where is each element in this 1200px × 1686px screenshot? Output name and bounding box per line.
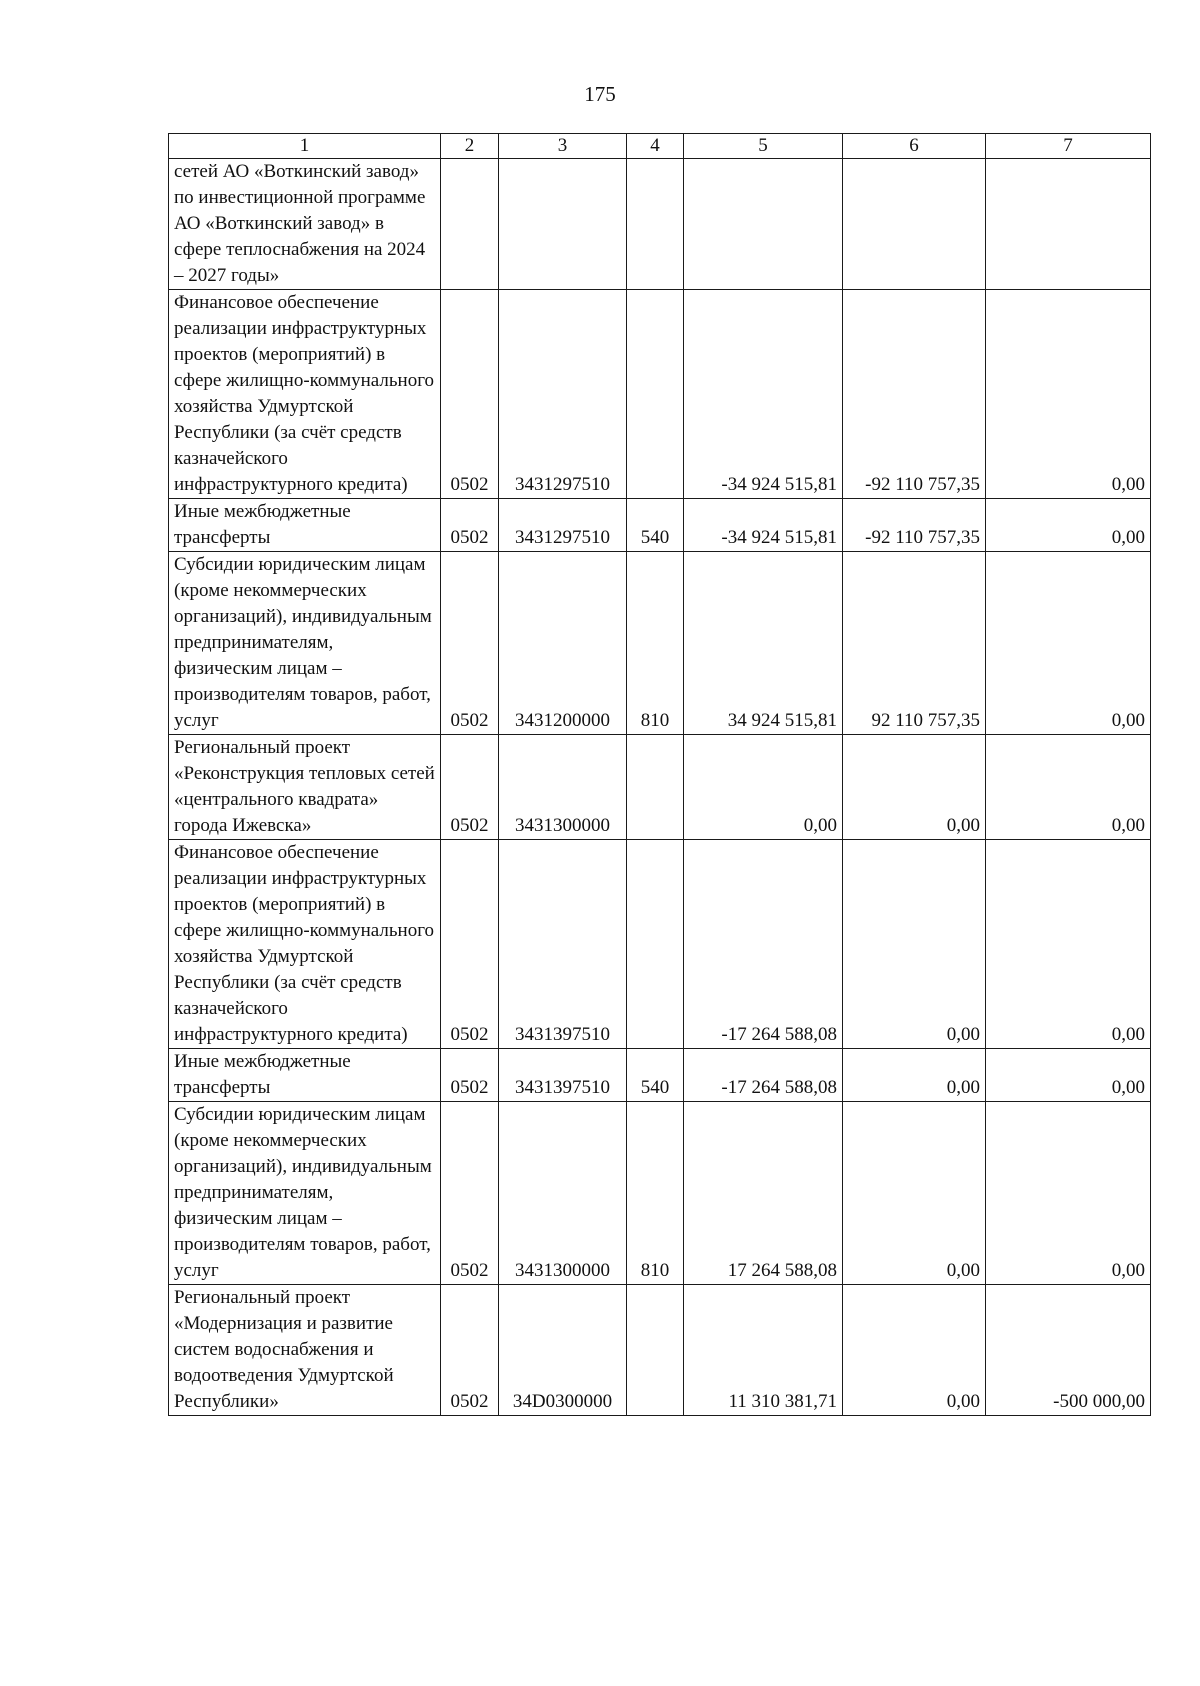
table-row: [169, 290, 1151, 499]
section-code: 0502: [441, 1102, 499, 1285]
column-header: 2: [441, 134, 499, 159]
target-article-code: 3431200000: [499, 552, 627, 735]
table-row: [169, 1285, 1151, 1416]
expenditure-name: Субсидии юридическим лицам (кроме некоммерческих организаций), индивидуальным предпринимателям, физическим лицам – производителям товаров, работ, услуг: [169, 1102, 441, 1285]
expenditure-name: Региональный проект «Реконструкция тепловых сетей «центрального квадрата» города Ижевска»: [169, 735, 441, 840]
expense-type-code: 540: [627, 499, 684, 552]
amount-col5: 11 310 381,71: [684, 1285, 843, 1416]
amount-col6: 0,00: [843, 1102, 986, 1285]
target-article-code: 3431397510: [499, 840, 627, 1049]
expenditure-name: Финансовое обеспечение реализации инфраструктурных проектов (мероприятий) в сфере жилищно-коммунального хозяйства Удмуртской Республики (за счёт средств казначейского инфраструктурного кредита): [169, 290, 441, 499]
expense-type-code: 540: [627, 1049, 684, 1102]
amount-col6: 0,00: [843, 840, 986, 1049]
expenditure-name: Финансовое обеспечение реализации инфраструктурных проектов (мероприятий) в сфере жилищно-коммунального хозяйства Удмуртской Республики (за счёт средств казначейского инфраструктурного кредита): [169, 840, 441, 1049]
budget-table: [168, 133, 1151, 1416]
column-header: 3: [499, 134, 627, 159]
expenditure-name: Региональный проект «Модернизация и развитие систем водоснабжения и водоотведения Удмуртской Республики»: [169, 1285, 441, 1416]
target-article-code: 34D0300000: [499, 1285, 627, 1416]
amount-col7: 0,00: [986, 735, 1151, 840]
section-code: 0502: [441, 840, 499, 1049]
amount-col5: 34 924 515,81: [684, 552, 843, 735]
amount-col5: 0,00: [684, 735, 843, 840]
target-article-code: 3431297510: [499, 499, 627, 552]
section-code: 0502: [441, 290, 499, 499]
table-row: [169, 735, 1151, 840]
expense-type-code: [627, 159, 684, 290]
column-header: 4: [627, 134, 684, 159]
amount-col7: 0,00: [986, 290, 1151, 499]
amount-col5: -34 924 515,81: [684, 499, 843, 552]
expense-type-code: 810: [627, 1102, 684, 1285]
amount-col6: [843, 159, 986, 290]
target-article-code: 3431397510: [499, 1049, 627, 1102]
expenditure-name: Иные межбюджетные трансферты: [169, 1049, 441, 1102]
amount-col6: 0,00: [843, 1049, 986, 1102]
expense-type-code: 810: [627, 552, 684, 735]
amount-col7: 0,00: [986, 840, 1151, 1049]
table-row: [169, 1049, 1151, 1102]
amount-col5: 17 264 588,08: [684, 1102, 843, 1285]
expense-type-code: [627, 840, 684, 1049]
amount-col6: 92 110 757,35: [843, 552, 986, 735]
expenditure-name: сетей АО «Воткинский завод» по инвестиционной программе АО «Воткинский завод» в сфере теплоснабжения на 2024 – 2027 годы»: [169, 159, 441, 290]
section-code: 0502: [441, 735, 499, 840]
table-row: [169, 840, 1151, 1049]
column-header: 1: [169, 134, 441, 159]
expense-type-code: [627, 1285, 684, 1416]
amount-col7: [986, 159, 1151, 290]
amount-col6: 0,00: [843, 735, 986, 840]
column-header: 6: [843, 134, 986, 159]
table-row: [169, 1102, 1151, 1285]
amount-col7: 0,00: [986, 1049, 1151, 1102]
target-article-code: 3431297510: [499, 290, 627, 499]
header-row: [169, 134, 1151, 159]
expenditure-name: Иные межбюджетные трансферты: [169, 499, 441, 552]
expense-type-code: [627, 735, 684, 840]
target-article-code: 3431300000: [499, 1102, 627, 1285]
column-header: 5: [684, 134, 843, 159]
target-article-code: [499, 159, 627, 290]
expense-type-code: [627, 290, 684, 499]
amount-col6: 0,00: [843, 1285, 986, 1416]
amount-col6: -92 110 757,35: [843, 290, 986, 499]
amount-col6: -92 110 757,35: [843, 499, 986, 552]
amount-col7: 0,00: [986, 552, 1151, 735]
amount-col5: -17 264 588,08: [684, 1049, 843, 1102]
section-code: 0502: [441, 1285, 499, 1416]
column-header: 7: [986, 134, 1151, 159]
expenditure-name: Субсидии юридическим лицам (кроме некоммерческих организаций), индивидуальным предпринимателям, физическим лицам – производителям товаров, работ, услуг: [169, 552, 441, 735]
amount-col7: 0,00: [986, 1102, 1151, 1285]
amount-col5: -17 264 588,08: [684, 840, 843, 1049]
amount-col5: -34 924 515,81: [684, 290, 843, 499]
table-row: [169, 159, 1151, 290]
amount-col7: 0,00: [986, 499, 1151, 552]
table-row: [169, 499, 1151, 552]
section-code: [441, 159, 499, 290]
page-number: 175: [584, 82, 616, 106]
target-article-code: 3431300000: [499, 735, 627, 840]
section-code: 0502: [441, 1049, 499, 1102]
amount-col5: [684, 159, 843, 290]
table-row: [169, 552, 1151, 735]
amount-col7: -500 000,00: [986, 1285, 1151, 1416]
section-code: 0502: [441, 499, 499, 552]
section-code: 0502: [441, 552, 499, 735]
